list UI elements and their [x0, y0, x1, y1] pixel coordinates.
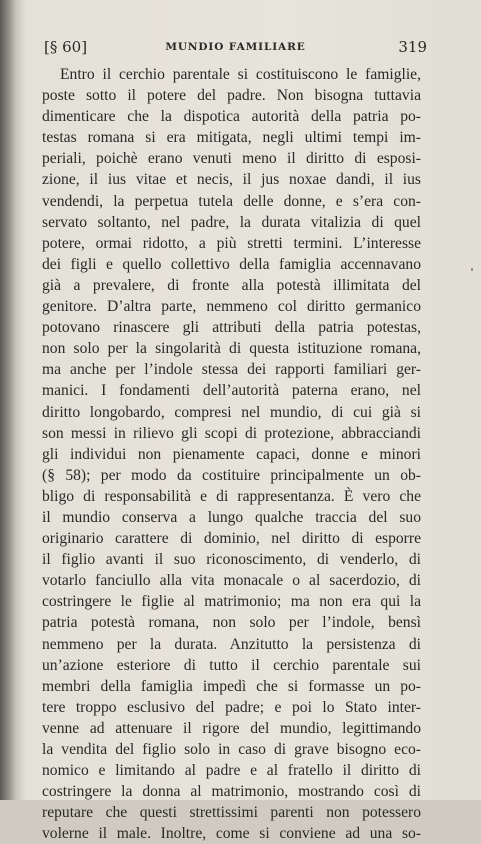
- text-line: nemmeno per la durata. Anzitutto la persistenza di: [42, 635, 421, 653]
- text-line: tere troppo esclusivo del padre; e poi lo Stato inter-: [42, 698, 421, 716]
- text-line: Entro il cerchio parentale si costituiscono le famiglie,: [60, 66, 421, 83]
- text-line: testas romana si era mitigata, negli ultimi tempi im-: [42, 129, 421, 147]
- paper-speck: [471, 268, 473, 271]
- text-line: nomico e limitando al padre e al fratello il diritto di: [42, 762, 421, 780]
- text-line: genitore. D’altra parte, nemmeno col diritto germanico: [42, 298, 421, 316]
- text-line: gli individui non pienamente capaci, donne e minori: [42, 445, 421, 463]
- text-line: costringere le figlie al matrimonio; ma non era qui la: [42, 593, 421, 611]
- page-header: [44, 38, 427, 56]
- text-line: periali, poichè erano venuti meno il diritto di esposi-: [42, 150, 421, 168]
- running-title: MUNDIO FAMILIARE: [165, 41, 306, 53]
- text-line: il mundio conserva a lungo qualche traccia del suo: [42, 508, 421, 526]
- text-line: diritto longobardo, compresi nel mundio, di cui già si: [42, 403, 421, 421]
- text-line: son messi in rilievo gli scopi di protezione, abbracciandi: [42, 424, 421, 442]
- text-line: reputare che questi strettissimi parenti non potessero: [42, 804, 421, 822]
- text-line: vendendi, la perpetua tutela delle donne, e s’era con-: [42, 192, 421, 210]
- text-line: ma anche per l’indole stessa dei rapporti familiari ger-: [42, 361, 421, 379]
- text-line: volerne il male. Inoltre, come si conviene ad una so-: [42, 825, 421, 843]
- text-line: già a prevalere, di fronte alla potestà illimitata del: [42, 276, 421, 294]
- text-line: manici. I fondamenti dell’autorità paterna erano, nel: [42, 382, 421, 400]
- body-text: [42, 64, 421, 844]
- text-line: poste sotto il potere del padre. Non bisogna tuttavia: [42, 87, 421, 105]
- text-line: originario carattere di dominio, nel diritto di esporre: [42, 530, 421, 548]
- text-line: un’azione esteriore di tutto il cerchio parentale sui: [42, 656, 421, 674]
- text-line: servato soltanto, nel padre, la durata vitalizia di quel: [42, 213, 421, 231]
- text-line: dei figli e quello collettivo della famiglia accennavano: [42, 255, 421, 273]
- text-line: non solo per la singolarità di questa istituzione romana,: [42, 340, 421, 358]
- text-line: votarlo fanciullo alla vita monacale o al sacerdozio, di: [42, 572, 421, 590]
- section-reference: [§ 60]: [44, 38, 88, 56]
- text-line: patria potestà romana, non solo per l’indole, bensì: [42, 614, 421, 632]
- text-line: potere, ormai ridotto, a più stretti termini. L’interesse: [42, 234, 421, 252]
- text-line: il figlio avanti il suo riconoscimento, di venderlo, di: [42, 551, 421, 569]
- page-number: 319: [398, 38, 427, 56]
- text-line: costringere la donna al matrimonio, mostrando così di: [42, 783, 421, 801]
- text-line: zione, il ius vitae et necis, il jus noxae dandi, il ius: [42, 171, 421, 189]
- text-line: venne ad attenuare il rigore del mundio, legittimando: [42, 719, 421, 737]
- text-line: (§ 58); per modo da costituire principalmente un ob-: [42, 466, 421, 484]
- text-line: potovano rinascere gli attributi della patria potestas,: [42, 319, 421, 337]
- text-line: bligo di responsabilità e di rappresentanza. È vero che: [42, 487, 421, 505]
- text-line: la vendita del figlio solo in caso di grave bisogno eco-: [42, 741, 421, 758]
- text-line: membri della famiglia impedì che si formasse un po-: [42, 677, 421, 695]
- text-line: dimenticare che la dispotica autorità della patria po-: [42, 108, 421, 126]
